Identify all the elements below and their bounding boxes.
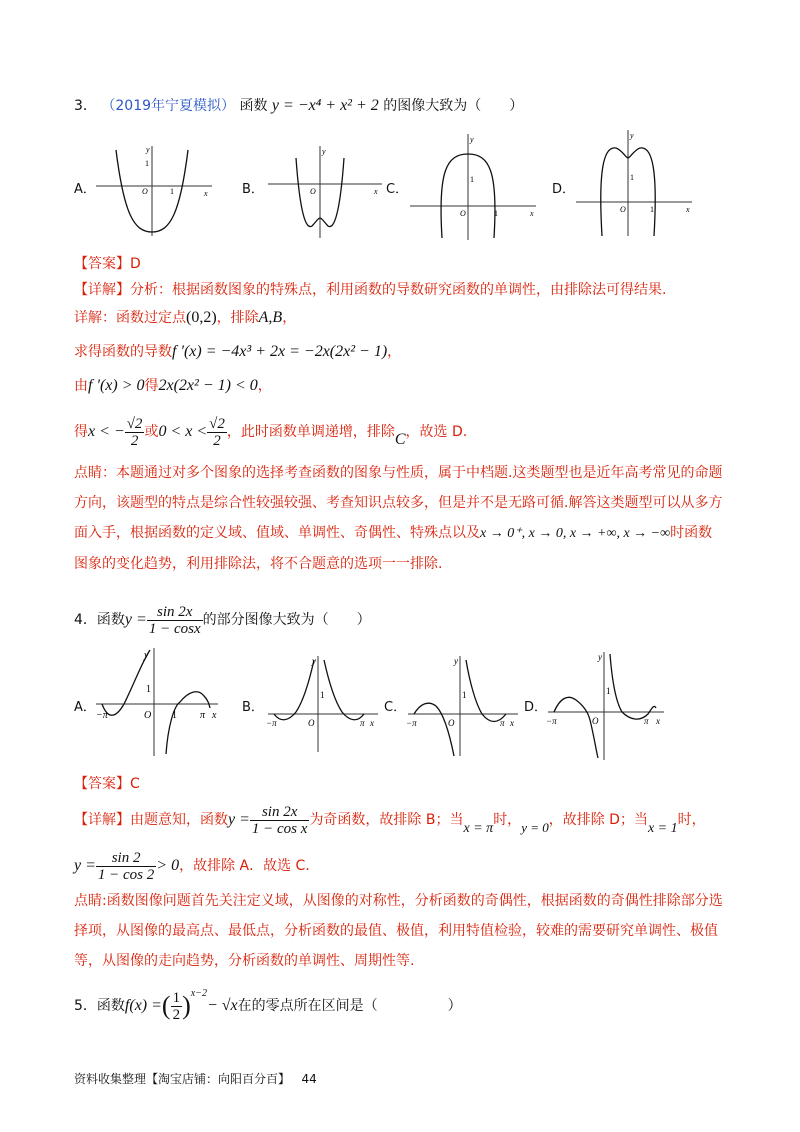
q3-comment-math2: , x → +∞, x → −∞ [562,526,671,541]
q3b-y-label: y [322,147,326,156]
q3c-one: 1 [470,175,474,184]
q4-stem-pre: 函数 [96,612,125,628]
q4-d1-num: sin 2x [250,804,310,821]
q3-line2-pre: 详解：函数过定点 [74,310,186,326]
q3-stem [74,96,523,116]
q3-number: 3． [74,98,97,114]
q5-formula-f: f(x) = [124,997,162,1014]
q5-stem: 5．函数f(x) =( $\frac{1}{2}$ )$^{x-2}$− √x在的零点所在区间是（ ） [74,988,462,1023]
q4-graph-d [544,650,668,762]
q4-frac-den: 1 − cosx [148,620,201,637]
q4-option-d: D． [524,700,548,715]
q3-line5-pre: 得 [74,424,88,440]
q3-stem-pre: 函数 [239,98,268,114]
q3c-origin: O [460,209,466,218]
q3-line5-or: 或 [144,424,159,440]
q4b-one: 1 [320,690,325,700]
q3-line5-post: ，此时函数单调递增，排除 [226,424,395,440]
q3d-x-label: x [686,205,690,214]
q3-detail-line2 [74,308,296,328]
q3-line2-post: ，排除 [216,310,259,326]
q3-point: (0,2) [186,309,217,326]
q3-answer [74,254,141,274]
q4-graph-c [404,654,522,758]
q3-frac2-num: √2 [209,415,225,432]
q4-frac-num: sin 2x [147,604,203,621]
q3-line3-formula: f ′(x) = −4x³ + 2x = −2x(2x² − 1) [172,343,388,360]
q3-line4-pre: 由 [74,378,88,394]
q4c-one: 1 [462,690,467,700]
q3b-origin: O [310,187,316,196]
q3-frac1-den: 2 [130,432,139,449]
q4a-one: 1 [146,684,151,695]
q4-detail-line1: 【详解】由题意知，函数y = $\frac{\sin 2x}{\text{1 − cos x}}$ 为奇函数，故排除 B；当x = π时，y = 0，故排除 D；当x = 1时， [74,803,706,837]
q3-line3-pre: 求得函数的导数 [74,344,172,360]
q3-graph-c [406,132,540,242]
q4-d1-mid2: ，故排除 D；当 [548,812,648,828]
page-footer [74,1070,317,1087]
q4b-pi: π [360,718,365,728]
q5-exponent: x−2 [190,988,207,999]
q4a-origin: O [144,710,152,721]
q3a-x-label: x [204,189,208,198]
q4-d2-gt: > 0 [156,857,180,874]
q3-stem-post: 的图像大致为（ ） [383,98,524,114]
q4-d1-pre: 由题意知，函数 [130,812,228,828]
q4-d1-end: 时， [677,812,706,828]
q5-stem-post: 在的零点所在区间是（ ） [237,998,462,1014]
q3d-one: 1 [630,173,634,182]
q3-detail-text: 分析：根据函数图象的特殊点，利用函数的导数研究函数的单调性，由排除法可得结果. [130,282,667,298]
q3c-x-label: x [530,209,534,218]
q3-detail-line1 [74,280,666,300]
q4-detail-tag: 【详解】 [74,812,130,828]
q3-line5-frac2 [207,416,227,449]
q4d-origin: O [592,716,599,726]
q3-comment-end: 时函数图象的变化趋势，利用排除法，将不合题意的选项一一排除. [74,525,713,572]
page-number: 44 [301,1072,317,1086]
q3-comment-text: 点睛：本题通过对多个图象的选择考查函数的图象与性质，属于中档题.这类题型也是近年高考常见的命题方向，该题型的特点是综合性较强较强、考查知识点较多，但是并不是无路可循.解答这类题型可以从多方面入手，根据函数的定义域、值域、单调性、奇偶性、特殊点以及 [74,465,723,541]
q4-option-b: B． [242,700,264,715]
footer-text: 资料收集整理【淘宝店铺：向阳百分百】 [74,1072,291,1086]
q3-line5-x-lt: x < − [88,423,125,440]
q4-d1-den: 1 − cos x [251,820,308,837]
q3-comment [74,458,724,579]
q3d-origin: O [620,205,626,214]
q4b-y-label: y [312,656,316,666]
q4c-neg-pi: −π [406,718,417,728]
q4c-origin: O [448,718,455,728]
q4-d2-frac [96,850,156,883]
q4a-tick-one: 1 [172,710,177,721]
q3-line5-range: 0 < x < [158,423,208,440]
q3-line4-end: ， [257,378,272,394]
q4d-pi: π [644,716,649,726]
q4-answer-tag: 【答案】 [74,776,130,792]
q4-detail-line2: y = $\frac{\sin 2}{1 - \cos 2}$ > 0，故排除 A．故选 C． [74,849,320,883]
q4d-one: 1 [606,686,611,696]
q4c-x-label: x [510,718,514,728]
q4d-y-label: y [598,652,602,662]
q4-graph-a [92,646,222,758]
q4-option-a: A． [74,700,96,715]
q4a-neg-pi: −π [96,710,108,721]
q3d-tick-one: 1 [650,205,654,214]
q4-comment: 点睛:函数图像问题首先关注定义域，从图像的对称性，分析函数的奇偶性，根据函数的奇偶性排除部分选择项，从图像的最高点、最低点，分析函数的最值、极值，利用特值检验，较难的需要研究单调性、极值等，从图像的走向趋势，分析函数的单调性、周期性等. [74,893,723,969]
q3b-x-label: x [374,187,378,196]
q5-stem-pre: 函数 [96,998,125,1014]
q4-stem [74,602,371,638]
q3d-y-label: y [630,131,634,140]
q4-d2-num: sin 2 [96,850,156,867]
q3-detail-line5 [74,410,467,462]
q3-graph-b [266,144,386,240]
q3-option-d: D． [552,182,576,197]
q3-frac1-num: √2 [126,415,143,432]
q3-formula: y = −x⁴ + x² + 2 [271,97,379,114]
q3-answer-value: D [130,256,141,272]
q3-comment-math1: x → 0⁺, x → 0 [480,526,563,541]
q5-formula-tail: − √x [206,997,238,1014]
q3-line4-formula2: 2x(2x² − 1) < 0 [158,377,258,394]
q3c-tick-one: 1 [494,209,498,218]
q4-answer-value: C [130,776,140,792]
q3a-y-label: y [146,145,150,154]
q4d-x-label: x [656,716,660,726]
q4-stem-post: 的部分图像大致为（ ） [202,612,371,628]
q4c-y-label: y [454,656,458,666]
q3-answer-tag: 【答案】 [74,256,130,272]
q5-half-num: 1 [172,989,181,1006]
q4-d1-y0: y = 0 [521,820,549,835]
q3c-y-label: y [470,135,474,144]
q4a-x-label: x [212,710,217,721]
q4-d1-mid: 为奇函数，故排除 B；当 [309,812,464,828]
q5-half-den: 2 [172,1006,181,1023]
q3-option-a: A． [74,182,96,197]
q3-frac2-den: 2 [213,432,221,449]
q3-option-b: B． [242,182,264,197]
q4d-neg-pi: −π [546,716,557,726]
q4-graph-b [264,654,382,754]
q5-half [171,990,183,1023]
q3-graph-a [94,144,216,238]
q3a-tick-one: 1 [170,187,174,196]
q3a-origin: O [142,187,148,196]
q3-line5-frac1 [125,416,145,449]
q3-line3-end: ， [387,344,402,360]
q4-d1-time: 时， [493,812,522,828]
q3-line2-ab: A,B [258,309,283,326]
q4-y-eq: y = [124,611,147,628]
q3-line5-end: ，故选 D. [405,424,468,440]
q3-line4-formula1: f ′(x) > 0 [88,377,145,394]
q5-number: 5． [74,998,97,1014]
q4-d2-den: 1 − cos 2 [97,866,155,883]
q4-option-c: C． [384,700,407,715]
q3-source: （2019年宁夏模拟） [101,98,236,114]
q3-option-c: C． [386,182,409,197]
q3-line5-c: C [394,431,406,448]
q4-number: 4． [74,612,97,628]
q4-answer [74,774,140,794]
q4-d2-post: ，故排除 A．故选 C． [179,858,320,874]
q4-frac [147,604,203,637]
q4a-y-label: y [144,650,149,661]
q3-line2-end: ， [282,310,297,326]
q3-graph-d [572,128,696,238]
q3-detail-line3 [74,342,401,362]
q4-d1-x1: x = 1 [647,821,678,836]
q4b-origin: O [308,718,315,728]
q4a-pi: π [200,710,206,721]
q3-line4-mid: 得 [144,378,159,394]
q4b-neg-pi: −π [266,718,277,728]
q4-d1-x-pi: x = π [463,821,494,836]
q4b-x-label: x [370,718,374,728]
q3-detail-line4 [74,376,272,396]
q3a-one: 1 [145,159,149,168]
q3-detail-tag: 【详解】 [74,282,130,298]
q4c-pi: π [500,718,505,728]
q4-d1-frac [250,804,310,837]
